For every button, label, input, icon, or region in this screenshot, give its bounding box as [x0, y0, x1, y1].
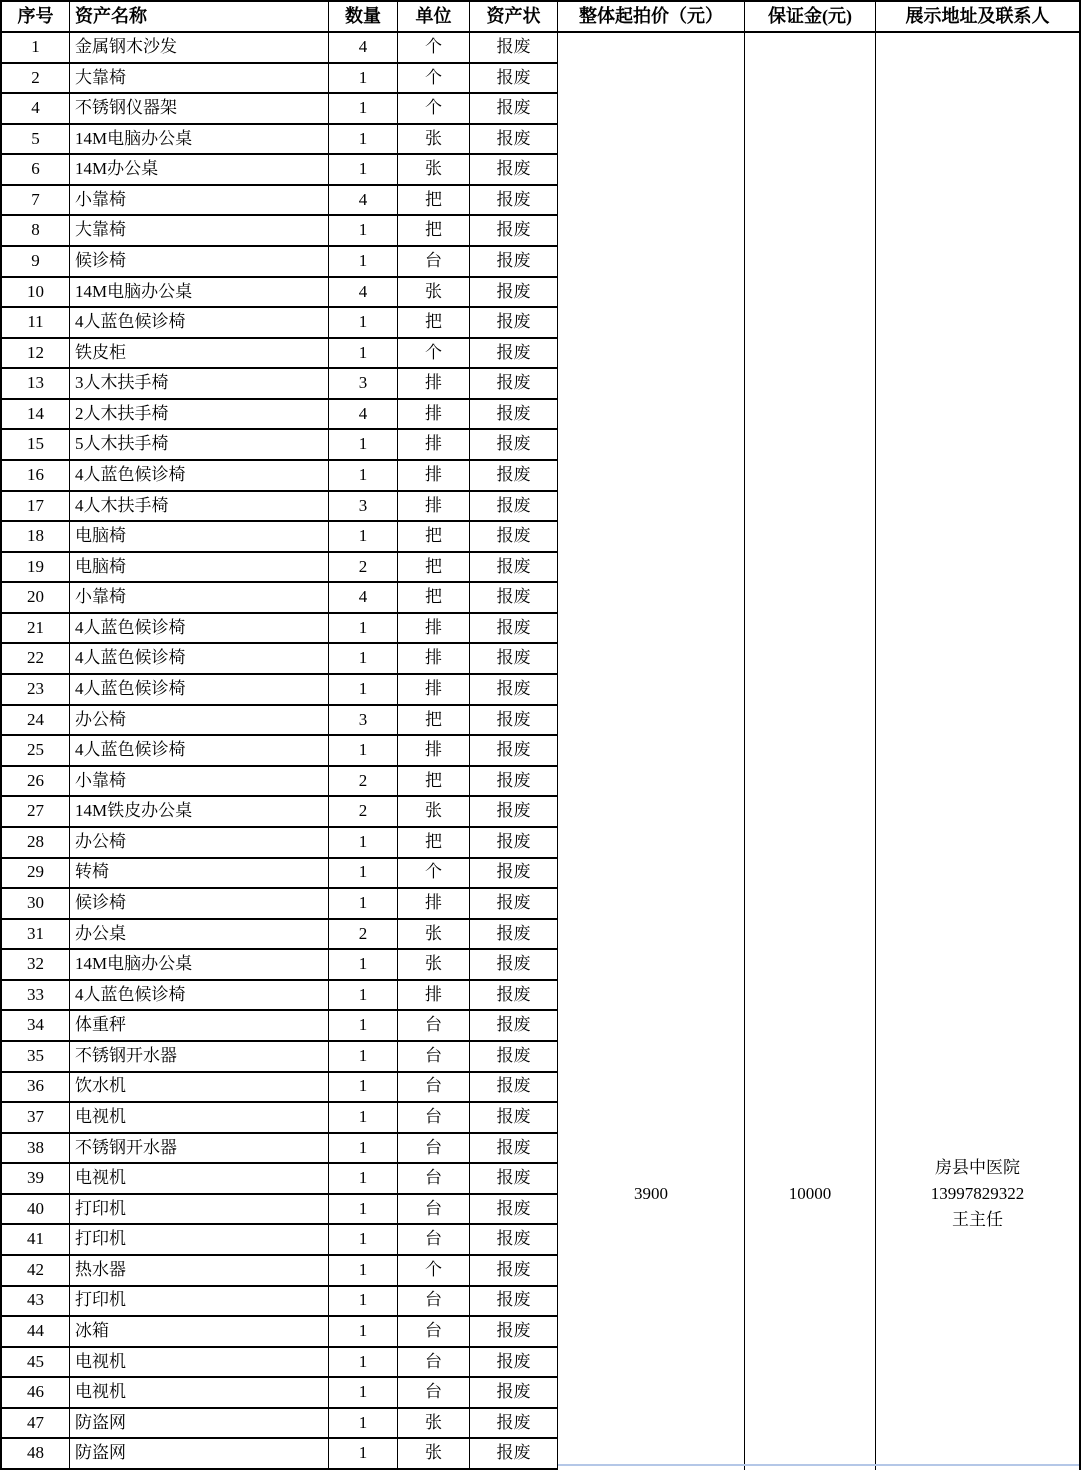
cell-quantity: 1	[329, 1409, 398, 1440]
cell-quantity: 1	[329, 155, 398, 186]
contact-phone: 13997829322	[930, 1184, 1025, 1203]
address-contact-cell	[876, 33, 1079, 1470]
cell-serial: 23	[2, 675, 70, 706]
cell-serial: 46	[2, 1378, 70, 1409]
cell-quantity: 1	[329, 950, 398, 981]
cell-asset-name: 4人蓝色候诊椅	[70, 675, 329, 706]
cell-quantity: 1	[329, 828, 398, 859]
cell-quantity: 1	[329, 981, 398, 1012]
cell-status: 报废	[470, 1073, 558, 1104]
cell-status: 报废	[470, 1409, 558, 1440]
cell-status: 报废	[470, 583, 558, 614]
header-deposit: 保证金(元)	[745, 2, 876, 33]
cell-serial: 35	[2, 1042, 70, 1073]
cell-quantity: 3	[329, 369, 398, 400]
cell-asset-name: 不锈钢开水器	[70, 1042, 329, 1073]
cell-asset-name: 4人蓝色候诊椅	[70, 981, 329, 1012]
cell-serial: 34	[2, 1011, 70, 1042]
header-serial: 序号	[2, 2, 70, 33]
cell-unit: 台	[398, 1378, 470, 1409]
cell-asset-name: 防盗网	[70, 1409, 329, 1440]
cell-unit: 个	[398, 33, 470, 64]
cell-quantity: 1	[329, 461, 398, 492]
cell-serial: 47	[2, 1409, 70, 1440]
cell-unit: 排	[398, 675, 470, 706]
cell-serial: 38	[2, 1134, 70, 1165]
cell-serial: 7	[2, 186, 70, 217]
cell-unit: 把	[398, 308, 470, 339]
cell-status: 报废	[470, 400, 558, 431]
cell-asset-name: 14M电脑办公桌	[70, 950, 329, 981]
cell-asset-name: 5人木扶手椅	[70, 430, 329, 461]
cell-quantity: 1	[329, 94, 398, 125]
cell-unit: 排	[398, 736, 470, 767]
cell-status: 报废	[470, 461, 558, 492]
cell-asset-name: 办公椅	[70, 828, 329, 859]
cell-status: 报废	[470, 430, 558, 461]
cell-quantity: 1	[329, 1256, 398, 1287]
cell-quantity: 1	[329, 1042, 398, 1073]
cell-quantity: 1	[329, 430, 398, 461]
cell-asset-name: 14M电脑办公桌	[70, 278, 329, 309]
cell-unit: 台	[398, 1103, 470, 1134]
cell-unit: 个	[398, 94, 470, 125]
cell-status: 报废	[470, 1256, 558, 1287]
cell-asset-name: 4人蓝色候诊椅	[70, 614, 329, 645]
cell-unit: 排	[398, 889, 470, 920]
cell-serial: 24	[2, 706, 70, 737]
cell-asset-name: 4人蓝色候诊椅	[70, 461, 329, 492]
cell-serial: 21	[2, 614, 70, 645]
cell-status: 报废	[470, 675, 558, 706]
cell-status: 报废	[470, 125, 558, 156]
cell-status: 报废	[470, 247, 558, 278]
cell-status: 报废	[470, 64, 558, 95]
cell-quantity: 1	[329, 64, 398, 95]
cell-asset-name: 金属钢木沙发	[70, 33, 329, 64]
cell-status: 报废	[470, 216, 558, 247]
cell-status: 报废	[470, 155, 558, 186]
cell-unit: 台	[398, 1195, 470, 1226]
cell-status: 报废	[470, 1378, 558, 1409]
cell-asset-name: 不锈钢开水器	[70, 1134, 329, 1165]
cell-unit: 排	[398, 644, 470, 675]
cell-quantity: 1	[329, 675, 398, 706]
cell-quantity: 1	[329, 1073, 398, 1104]
cell-status: 报废	[470, 1287, 558, 1318]
cell-asset-name: 小靠椅	[70, 186, 329, 217]
cell-asset-name: 铁皮柜	[70, 339, 329, 370]
cell-quantity: 1	[329, 1317, 398, 1348]
cell-serial: 26	[2, 767, 70, 798]
cell-unit: 张	[398, 950, 470, 981]
cell-serial: 48	[2, 1439, 70, 1470]
cell-asset-name: 候诊椅	[70, 889, 329, 920]
cell-serial: 17	[2, 492, 70, 523]
cell-serial: 2	[2, 64, 70, 95]
cell-status: 报废	[470, 736, 558, 767]
cell-asset-name: 小靠椅	[70, 583, 329, 614]
cell-quantity: 1	[329, 1439, 398, 1470]
cell-asset-name: 办公桌	[70, 920, 329, 951]
cell-status: 报废	[470, 1317, 558, 1348]
cell-quantity: 1	[329, 644, 398, 675]
contact-block	[876, 1155, 1079, 1233]
cell-quantity: 1	[329, 247, 398, 278]
cell-asset-name: 饮水机	[70, 1073, 329, 1104]
cell-quantity: 1	[329, 1103, 398, 1134]
cell-serial: 4	[2, 94, 70, 125]
cell-unit: 个	[398, 859, 470, 890]
cell-status: 报废	[470, 1042, 558, 1073]
cell-quantity: 4	[329, 583, 398, 614]
cell-unit: 个	[398, 64, 470, 95]
cell-unit: 张	[398, 1439, 470, 1470]
cell-unit: 台	[398, 1134, 470, 1165]
cell-asset-name: 转椅	[70, 859, 329, 890]
cell-asset-name: 小靠椅	[70, 767, 329, 798]
contact-hospital: 房县中医院	[935, 1158, 1020, 1177]
cell-serial: 29	[2, 859, 70, 890]
cell-serial: 40	[2, 1195, 70, 1226]
cell-quantity: 1	[329, 339, 398, 370]
cell-quantity: 4	[329, 186, 398, 217]
cell-quantity: 1	[329, 1225, 398, 1256]
header-address-contact: 展示地址及联系人	[876, 2, 1079, 33]
cell-unit: 台	[398, 1348, 470, 1379]
cell-asset-name: 2人木扶手椅	[70, 400, 329, 431]
cell-unit: 张	[398, 920, 470, 951]
header-status: 资产状	[470, 2, 558, 33]
cell-serial: 9	[2, 247, 70, 278]
cell-quantity: 2	[329, 797, 398, 828]
cell-quantity: 1	[329, 736, 398, 767]
cell-status: 报废	[470, 859, 558, 890]
cell-unit: 把	[398, 706, 470, 737]
cell-quantity: 1	[329, 216, 398, 247]
cell-unit: 排	[398, 981, 470, 1012]
cell-status: 报废	[470, 1103, 558, 1134]
header-quantity: 数量	[329, 2, 398, 33]
cell-asset-name: 4人木扶手椅	[70, 492, 329, 523]
cell-serial: 1	[2, 33, 70, 64]
cell-serial: 8	[2, 216, 70, 247]
cell-quantity: 1	[329, 125, 398, 156]
cell-serial: 20	[2, 583, 70, 614]
starting-price-value: 3900	[634, 1184, 668, 1203]
header-starting-price: 整体起拍价（元）	[558, 2, 745, 33]
cell-serial: 44	[2, 1317, 70, 1348]
cell-serial: 39	[2, 1164, 70, 1195]
cell-quantity: 2	[329, 553, 398, 584]
cell-unit: 把	[398, 186, 470, 217]
cell-quantity: 1	[329, 859, 398, 890]
cell-asset-name: 4人蓝色候诊椅	[70, 736, 329, 767]
cell-quantity: 4	[329, 33, 398, 64]
contact-person: 王主任	[952, 1210, 1003, 1229]
header-asset-name: 资产名称	[70, 2, 329, 33]
cell-asset-name: 14M铁皮办公桌	[70, 797, 329, 828]
cell-unit: 台	[398, 1317, 470, 1348]
cell-quantity: 1	[329, 1348, 398, 1379]
cell-asset-name: 14M电脑办公桌	[70, 125, 329, 156]
cell-quantity: 2	[329, 767, 398, 798]
cell-unit: 把	[398, 828, 470, 859]
cell-quantity: 1	[329, 1134, 398, 1165]
cell-serial: 43	[2, 1287, 70, 1318]
cell-quantity: 1	[329, 1164, 398, 1195]
cell-serial: 14	[2, 400, 70, 431]
cell-unit: 排	[398, 461, 470, 492]
cell-quantity: 1	[329, 522, 398, 553]
cell-asset-name: 4人蓝色候诊椅	[70, 644, 329, 675]
cell-status: 报废	[470, 920, 558, 951]
cell-serial: 28	[2, 828, 70, 859]
cell-asset-name: 热水器	[70, 1256, 329, 1287]
cell-serial: 6	[2, 155, 70, 186]
cell-asset-name: 打印机	[70, 1287, 329, 1318]
cell-unit: 张	[398, 1409, 470, 1440]
cell-serial: 10	[2, 278, 70, 309]
cell-serial: 32	[2, 950, 70, 981]
cell-status: 报废	[470, 33, 558, 64]
cell-serial: 12	[2, 339, 70, 370]
cell-unit: 排	[398, 400, 470, 431]
cell-status: 报废	[470, 492, 558, 523]
cell-unit: 排	[398, 430, 470, 461]
cell-asset-name: 4人蓝色候诊椅	[70, 308, 329, 339]
cell-asset-name: 打印机	[70, 1195, 329, 1226]
cell-asset-name: 打印机	[70, 1225, 329, 1256]
cell-serial: 22	[2, 644, 70, 675]
cell-status: 报废	[470, 94, 558, 125]
cell-serial: 25	[2, 736, 70, 767]
cell-status: 报废	[470, 186, 558, 217]
cell-serial: 16	[2, 461, 70, 492]
cell-asset-name: 办公椅	[70, 706, 329, 737]
cell-serial: 5	[2, 125, 70, 156]
cell-quantity: 1	[329, 1195, 398, 1226]
cell-asset-name: 候诊椅	[70, 247, 329, 278]
cell-serial: 30	[2, 889, 70, 920]
cell-quantity: 1	[329, 1378, 398, 1409]
cell-quantity: 3	[329, 706, 398, 737]
cell-unit: 台	[398, 1073, 470, 1104]
cell-serial: 31	[2, 920, 70, 951]
cell-asset-name: 不锈钢仪器架	[70, 94, 329, 125]
cell-asset-name: 电脑椅	[70, 522, 329, 553]
cell-status: 报废	[470, 644, 558, 675]
cell-unit: 把	[398, 216, 470, 247]
cell-status: 报废	[470, 553, 558, 584]
cell-unit: 台	[398, 247, 470, 278]
cell-serial: 33	[2, 981, 70, 1012]
cell-serial: 18	[2, 522, 70, 553]
cell-asset-name: 电视机	[70, 1164, 329, 1195]
cell-quantity: 1	[329, 308, 398, 339]
cell-unit: 把	[398, 767, 470, 798]
cell-status: 报废	[470, 614, 558, 645]
cell-quantity: 3	[329, 492, 398, 523]
cell-serial: 45	[2, 1348, 70, 1379]
cell-quantity: 4	[329, 400, 398, 431]
cell-status: 报废	[470, 828, 558, 859]
cell-serial: 36	[2, 1073, 70, 1104]
cell-serial: 37	[2, 1103, 70, 1134]
deposit-value: 10000	[788, 1184, 832, 1203]
cell-unit: 把	[398, 583, 470, 614]
cell-serial: 11	[2, 308, 70, 339]
cell-status: 报废	[470, 308, 558, 339]
cell-quantity: 1	[329, 889, 398, 920]
cell-quantity: 2	[329, 920, 398, 951]
cell-status: 报废	[470, 1348, 558, 1379]
cell-status: 报废	[470, 950, 558, 981]
cell-status: 报废	[470, 889, 558, 920]
cell-asset-name: 电视机	[70, 1348, 329, 1379]
cell-status: 报废	[470, 339, 558, 370]
cell-status: 报废	[470, 1134, 558, 1165]
cell-unit: 排	[398, 492, 470, 523]
cell-asset-name: 14M办公桌	[70, 155, 329, 186]
cell-unit: 排	[398, 614, 470, 645]
cell-serial: 41	[2, 1225, 70, 1256]
cell-unit: 张	[398, 797, 470, 828]
cell-quantity: 1	[329, 1011, 398, 1042]
cell-quantity: 1	[329, 614, 398, 645]
deposit-cell	[745, 33, 876, 1470]
cell-unit: 张	[398, 125, 470, 156]
cell-status: 报废	[470, 706, 558, 737]
header-unit: 单位	[398, 2, 470, 33]
cell-status: 报废	[470, 1011, 558, 1042]
cell-unit: 排	[398, 369, 470, 400]
cell-asset-name: 电视机	[70, 1103, 329, 1134]
cell-serial: 15	[2, 430, 70, 461]
cell-asset-name: 大靠椅	[70, 216, 329, 247]
cell-asset-name: 电脑椅	[70, 553, 329, 584]
cell-status: 报废	[470, 522, 558, 553]
cell-unit: 台	[398, 1225, 470, 1256]
cell-asset-name: 大靠椅	[70, 64, 329, 95]
cell-serial: 27	[2, 797, 70, 828]
cell-asset-name: 防盗网	[70, 1439, 329, 1470]
cell-unit: 个	[398, 339, 470, 370]
cell-status: 报废	[470, 1439, 558, 1470]
cell-unit: 台	[398, 1287, 470, 1318]
cell-status: 报废	[470, 1164, 558, 1195]
cell-unit: 个	[398, 1256, 470, 1287]
cell-asset-name: 冰箱	[70, 1317, 329, 1348]
cell-status: 报废	[470, 1195, 558, 1226]
cell-status: 报废	[470, 767, 558, 798]
cell-status: 报废	[470, 981, 558, 1012]
cell-status: 报废	[470, 797, 558, 828]
cell-asset-name: 体重秤	[70, 1011, 329, 1042]
cell-asset-name: 电视机	[70, 1378, 329, 1409]
cell-serial: 19	[2, 553, 70, 584]
cell-asset-name: 3人木扶手椅	[70, 369, 329, 400]
cell-unit: 台	[398, 1011, 470, 1042]
cell-unit: 台	[398, 1042, 470, 1073]
cell-unit: 张	[398, 278, 470, 309]
cell-unit: 张	[398, 155, 470, 186]
cell-unit: 台	[398, 1164, 470, 1195]
cell-unit: 把	[398, 553, 470, 584]
cell-serial: 13	[2, 369, 70, 400]
cell-unit: 把	[398, 522, 470, 553]
cell-quantity: 1	[329, 1287, 398, 1318]
cell-status: 报废	[470, 369, 558, 400]
cell-quantity: 4	[329, 278, 398, 309]
starting-price-cell	[558, 33, 745, 1470]
cell-status: 报废	[470, 278, 558, 309]
cell-status: 报废	[470, 1225, 558, 1256]
cell-serial: 42	[2, 1256, 70, 1287]
